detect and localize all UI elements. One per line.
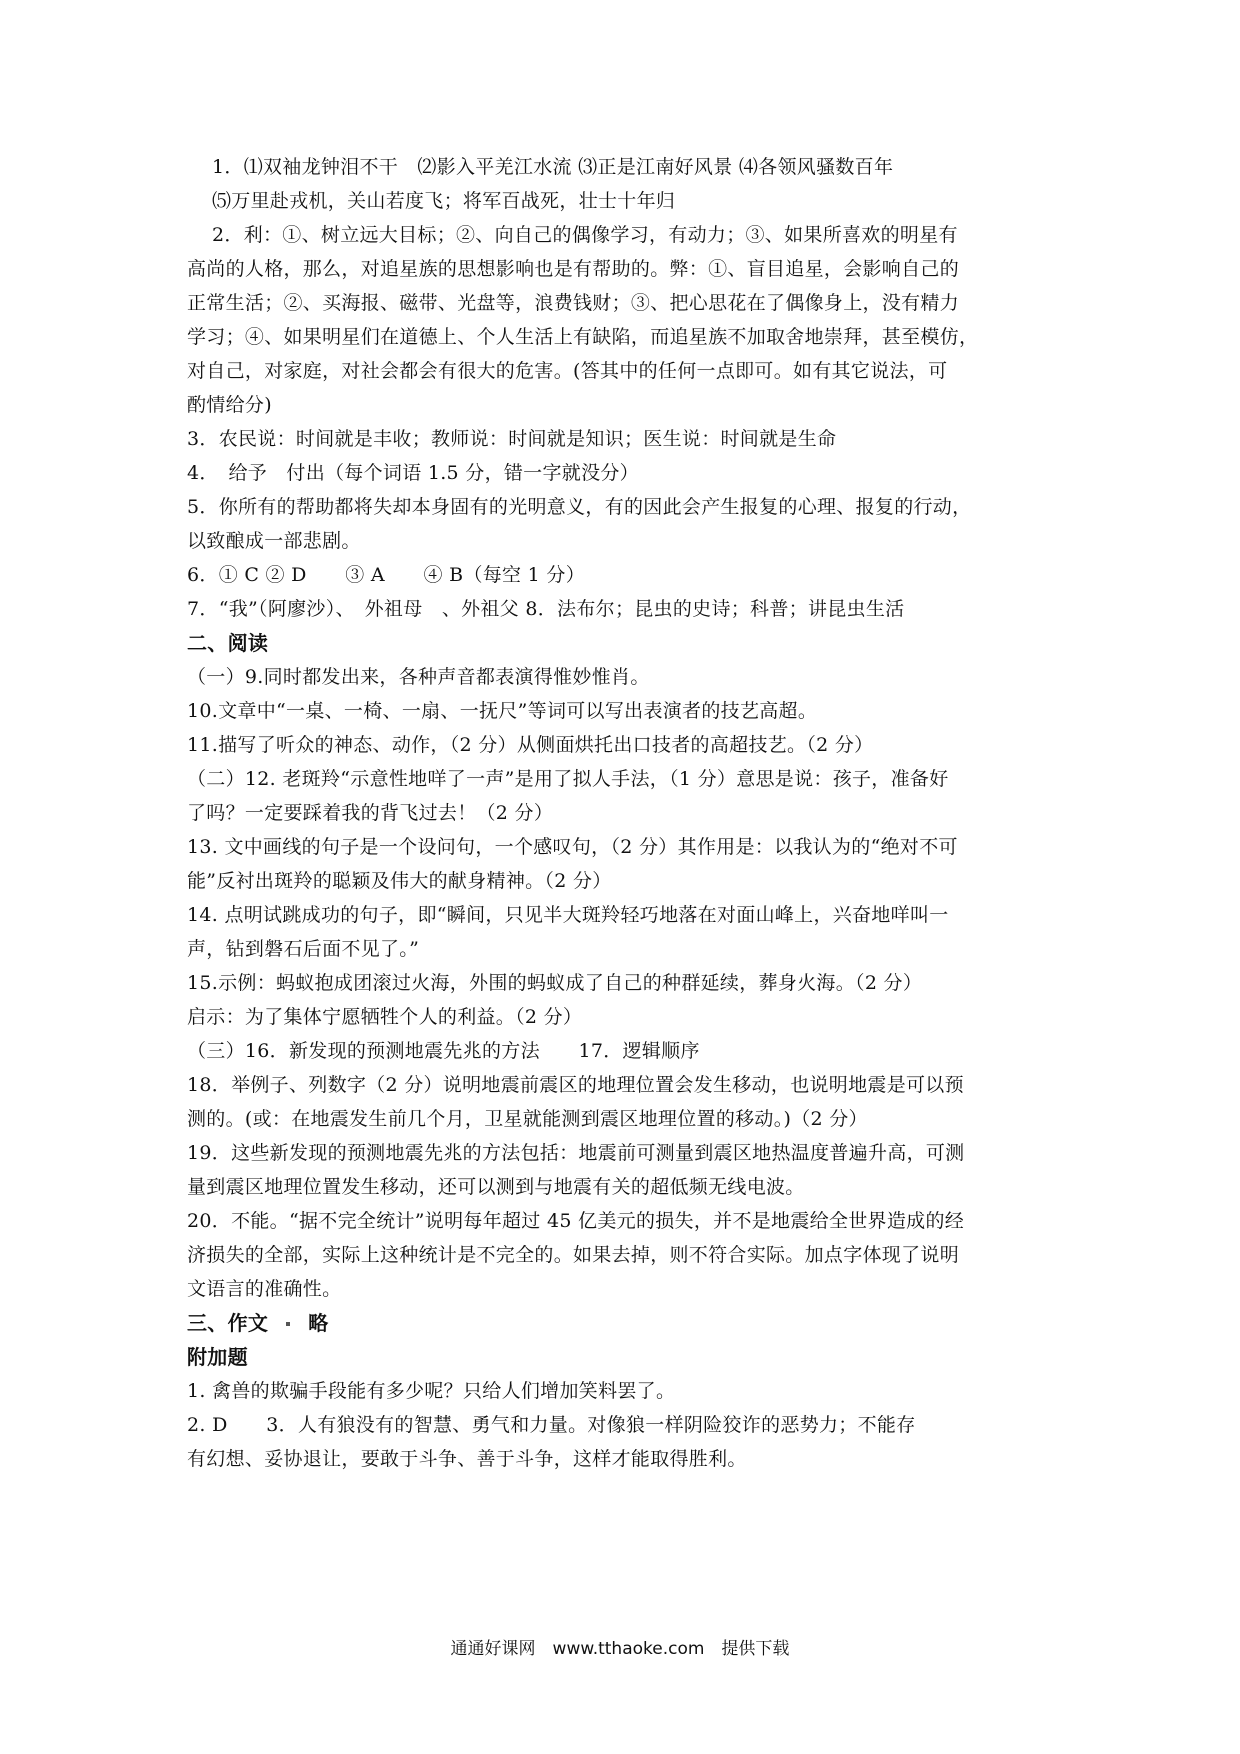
answer-2-line-4: 学习；④、如果明星们在道德上、个人生活上有缺陷，而追星族不加取舍地崇拜，甚至模仿， [187,326,979,348]
reading-line-11: 启示：为了集体宁愿牺牲个人的利益。（2 分） [187,1006,583,1028]
dot-mark [286,1322,290,1326]
reading-line-13: 18．举例子、列数字（2 分）说明地震前震区的地理位置会发生移动，也说明地震是可以预 [187,1074,964,1096]
answer-2-line-6: 酌情给分) [187,394,272,416]
bonus-line-1: 1. 禽兽的欺骗手段能有多少呢？只给人们增加笑料罢了。 [187,1380,676,1402]
reading-line-18: 济损失的全部，实际上这种统计是不完全的。如果去掉，则不符合实际。加点字体现了说明 [187,1244,960,1266]
reading-line-2: 10.文章中“一桌、一椅、一扇、一抚尺”等词可以写出表演者的技艺高超。 [187,700,818,722]
reading-line-15: 19．这些新发现的预测地震先兆的方法包括：地震前可测量到震区地热温度普遍升高，可测 [187,1142,965,1164]
page-footer: 通通好课网 www.tthaoke.com 提供下载 [450,1639,790,1659]
answer-2-line-5: 对自己，对家庭，对社会都会有很大的危害。(答其中的任何一点即可。如有其它说法，可 [187,360,948,382]
reading-line-3: 11.描写了听众的神态、动作，（2 分）从侧面烘托出口技者的高超技艺。（2 分） [187,734,874,756]
answer-7-8: 7．“我”（阿廖沙）、 外祖母 、外祖父 8．法布尔；昆虫的史诗；科普；讲昆虫生活 [187,598,905,620]
reading-line-17: 20．不能。“据不完全统计”说明每年超过 45 亿美元的损失，并不是地震给全世界造成的经 [187,1210,965,1232]
answer-5-line-1: 5．你所有的帮助都将失却本身固有的光明意义，有的因此会产生报复的心理、报复的行动， [187,496,972,518]
bonus-line-2: 2. D 3．人有狼没有的智慧、勇气和力量。对像狼一样阴险狡诈的恶势力；不能存 [187,1414,916,1436]
reading-line-6: 13. 文中画线的句子是一个设问句，一个感叹句，（2 分）其作用是：以我认为的“绝对不可 [187,836,958,858]
answer-1-line-2: ⑸万里赴戎机，关山若度飞；将军百战死，壮士十年归 [212,190,676,212]
reading-line-12: （三）16．新发现的预测地震先兆的方法 17．逻辑顺序 [187,1040,700,1062]
reading-line-19: 文语言的准确性。 [187,1278,342,1300]
answer-1-line-1: 1．⑴双袖龙钟泪不干 ⑵影入平羌江水流 ⑶正是江南好风景 ⑷各领风骚数百年 [212,156,894,178]
answer-key-content [187,150,1067,1476]
reading-line-8: 14. 点明试跳成功的句子，即“瞬间，只见半大斑羚轻巧地落在对面山峰上，兴奋地咩叫一 [187,904,949,926]
section-heading-reading: 二、阅读 [187,631,269,655]
answer-3: 3．农民说：时间就是丰收；教师说：时间就是知识；医生说：时间就是生命 [187,428,837,450]
reading-line-5: 了吗？一定要踩着我的背飞过去！（2 分） [187,802,554,824]
writing-omitted-label: 略 [308,1311,329,1335]
reading-line-14: 测的。(或：在地震发生前几个月，卫星就能测到震区地理位置的移动。)（2 分） [187,1108,868,1130]
reading-line-10: 15.示例：蚂蚁抱成团滚过火海，外围的蚂蚁成了自己的种群延续，葬身火海。（2 分） [187,972,923,994]
bonus-line-3: 有幻想、妥协退让，要敢于斗争、善于斗争，这样才能取得胜利。 [187,1448,747,1470]
reading-line-4: （二）12. 老斑羚“示意性地咩了一声”是用了拟人手法，（1 分）意思是说：孩子，准备好 [187,768,949,790]
answer-2-line-3: 正常生活；②、买海报、磁带、光盘等，浪费钱财；③、把心思花在了偶像身上，没有精力 [187,292,960,314]
answer-4: 4． 给予 付出（每个词语 1.5 分，错一字就没分） [187,462,639,484]
reading-line-1: （一）9.同时都发出来，各种声音都表演得惟妙惟肖。 [187,666,650,688]
reading-line-16: 量到震区地理位置发生移动，还可以测到与地震有关的超低频无线电波。 [187,1176,805,1198]
section-heading-bonus: 附加题 [187,1345,248,1369]
answer-5-line-2: 以致酿成一部悲剧。 [187,530,361,552]
answer-6: 6．① C ② D ③ A ④ B（每空 1 分） [187,564,586,586]
reading-line-9: 声，钻到磐石后面不见了。” [187,938,420,960]
writing-heading-label: 三、作文 [187,1311,269,1335]
answer-2-line-2: 高尚的人格，那么，对追星族的思想影响也是有帮助的。弊：①、盲目追星，会影响自己的 [187,258,960,280]
section-heading-writing [187,1306,1067,1340]
answer-2-line-1: 2．利：①、树立远大目标；②、向自己的偶像学习，有动力；③、如果所喜欢的明星有 [212,224,958,246]
reading-line-7: 能”反衬出斑羚的聪颖及伟大的献身精神。（2 分） [187,870,612,892]
